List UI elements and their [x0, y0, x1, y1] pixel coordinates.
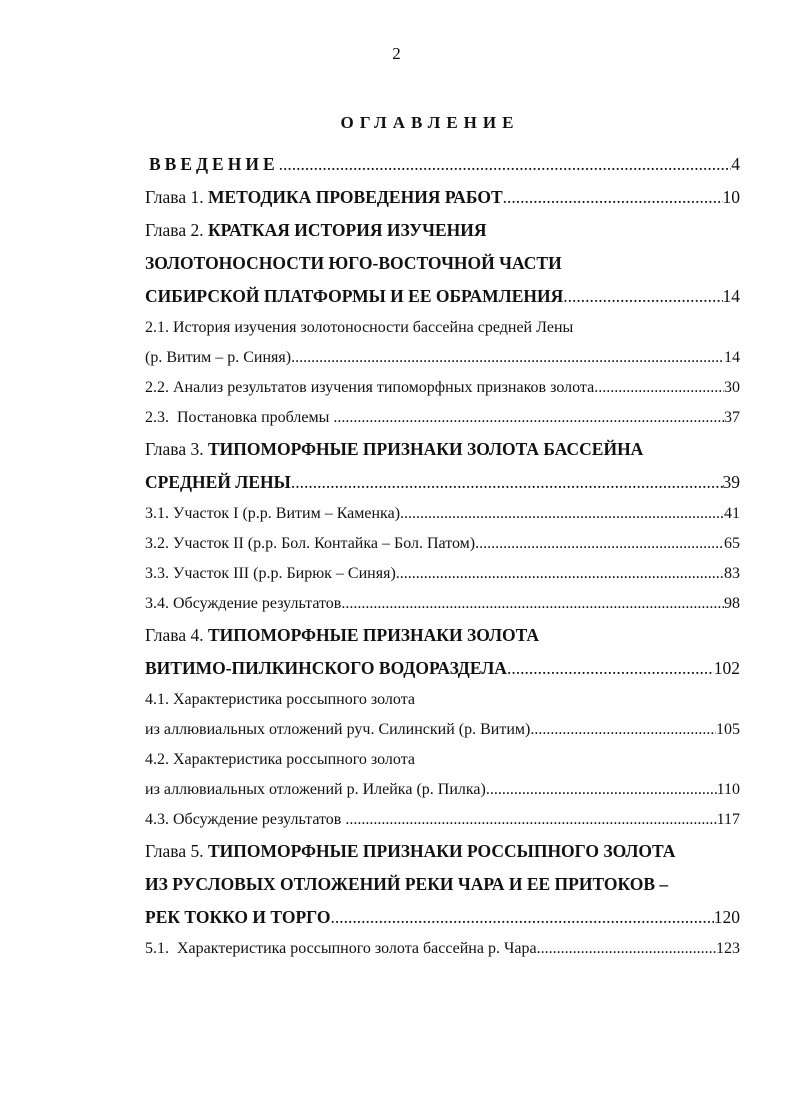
toc-entry-label: ВИТИМО-ПИЛКИНСКОГО ВОДОРАЗДЕЛА — [145, 658, 507, 678]
toc-entry — [145, 148, 740, 181]
toc-entry-label: МЕТОДИКА ПРОВЕДЕНИЯ РАБОТ — [207, 187, 503, 207]
toc-entry — [145, 247, 740, 280]
toc-entry-label: 4.1. Характеристика россыпного золота — [145, 691, 415, 708]
toc-entry — [145, 619, 740, 652]
toc-dot-leader — [330, 901, 713, 934]
toc-entry-label: 4.2. Характеристика россыпного золота — [145, 751, 415, 768]
toc-entry-chapter-prefix: Глава 2. — [145, 220, 208, 240]
toc-entry-label: ЗОЛОТОНОСНОСТИ ЮГО-ВОСТОЧНОЙ ЧАСТИ — [145, 253, 562, 273]
toc-entry-page: 65 — [724, 535, 740, 552]
toc-entry-label: 5.1. Характеристика россыпного золота бассейна р. Чара — [145, 940, 537, 957]
toc-entry-page: 110 — [716, 781, 740, 798]
toc-entry-chapter-prefix: Глава 3. — [145, 439, 208, 459]
toc-entry-label: РЕК ТОККО И ТОРГО — [145, 907, 331, 927]
toc-entry — [145, 901, 740, 934]
toc-entry — [145, 715, 740, 745]
toc-entry-label: СИБИРСКОЙ ПЛАТФОРМЫ И ЕЕ ОБРАМЛЕНИЯ — [145, 286, 564, 306]
toc-dot-leader — [537, 934, 716, 964]
toc-dot-leader — [486, 775, 717, 805]
toc-entry-page: 102 — [713, 658, 740, 678]
toc-entry-label: 2.1. История изучения золотоносности бассейна средней Лены — [145, 319, 574, 336]
toc-entry-label: 2.3. Постановка проблемы — [145, 409, 334, 426]
toc-entry — [145, 868, 740, 901]
toc-entry-page: 30 — [724, 379, 740, 396]
toc-dot-leader — [475, 529, 724, 559]
toc-entry — [145, 433, 740, 466]
toc-entry-label: КРАТКАЯ ИСТОРИЯ ИЗУЧЕНИЯ — [207, 220, 487, 240]
toc-entry — [145, 805, 740, 835]
toc-entry-label: 3.2. Участок II (р.р. Бол. Контайка – Бол. Патом) — [145, 535, 476, 552]
toc-entry-label: ВВЕДЕНИЕ — [149, 154, 279, 174]
toc-dot-leader — [396, 559, 724, 589]
toc-entry — [145, 343, 740, 373]
toc-entry-chapter-prefix: Глава 5. — [145, 841, 208, 861]
toc-entry-label: ТИПОМОРФНЫЕ ПРИЗНАКИ РОССЫПНОГО ЗОЛОТА — [207, 841, 676, 861]
toc-dot-leader — [563, 280, 722, 313]
toc-dot-leader — [341, 589, 724, 619]
toc-entry-label: ТИПОМОРФНЫЕ ПРИЗНАКИ ЗОЛОТА — [207, 625, 540, 645]
toc-entry-page: 41 — [724, 505, 740, 522]
toc-entry-page: 120 — [713, 907, 740, 927]
toc-entry — [145, 775, 740, 805]
toc-entry-label: 3.4. Обсуждение результатов — [145, 595, 342, 612]
toc-entry — [145, 313, 740, 343]
toc-entry-label: 2.2. Анализ результатов изучения типоморфных признаков золота — [145, 379, 595, 396]
toc-entry-chapter-prefix: Глава 4. — [145, 625, 208, 645]
toc-entry — [145, 499, 740, 529]
table-of-contents — [145, 148, 740, 964]
toc-entry — [145, 280, 740, 313]
toc-entry-label: (р. Витим – р. Синяя) — [145, 349, 292, 366]
toc-entry — [145, 589, 740, 619]
toc-entry-label: 3.1. Участок I (р.р. Витим – Каменка) — [145, 505, 401, 522]
toc-dot-leader — [279, 148, 732, 181]
toc-entry — [145, 403, 740, 433]
toc-entry-page: 117 — [716, 811, 740, 828]
page-number: 2 — [392, 44, 401, 63]
toc-entry — [145, 685, 740, 715]
toc-entry-page: 14 — [724, 349, 740, 366]
toc-entry-page: 39 — [722, 472, 740, 492]
toc-dot-leader — [345, 805, 716, 835]
toc-dot-leader — [503, 181, 723, 214]
toc-entry-label: ИЗ РУСЛОВЫХ ОТЛОЖЕНИЙ РЕКИ ЧАРА И ЕЕ ПРИТОКОВ – — [145, 874, 669, 894]
toc-entry-page: 123 — [716, 940, 740, 957]
toc-entry-chapter-prefix: Глава 1. — [145, 187, 208, 207]
toc-entry — [145, 559, 740, 589]
toc-entry-page: 4 — [731, 154, 740, 174]
toc-entry — [145, 835, 740, 868]
toc-entry — [145, 214, 740, 247]
toc-entry — [145, 934, 740, 964]
toc-entry — [145, 529, 740, 559]
toc-entry-page: 37 — [724, 409, 740, 426]
toc-entry-label: ТИПОМОРФНЫЕ ПРИЗНАКИ ЗОЛОТА БАССЕЙНА — [207, 439, 644, 459]
toc-dot-leader — [507, 652, 714, 685]
toc-entry-page: 14 — [722, 286, 740, 306]
toc-entry — [145, 373, 740, 403]
toc-entry-page: 98 — [724, 595, 740, 612]
toc-dot-leader — [333, 403, 724, 433]
toc-dot-leader — [400, 499, 724, 529]
toc-entry-page: 105 — [716, 721, 740, 738]
toc-entry-label: СРЕДНЕЙ ЛЕНЫ — [145, 472, 291, 492]
toc-dot-leader — [594, 373, 724, 403]
toc-entry-label: из аллювиальных отложений р. Илейка (р. Пилка) — [145, 781, 486, 798]
toc-entry-label: 4.3. Обсуждение результатов — [145, 811, 346, 828]
toc-title: ОГЛАВЛЕНИЕ — [340, 113, 520, 132]
toc-entry-label: 3.3. Участок III (р.р. Бирюк – Синяя) — [145, 565, 396, 582]
toc-entry-page: 10 — [722, 187, 740, 207]
toc-dot-leader — [530, 715, 716, 745]
toc-entry — [145, 652, 740, 685]
toc-entry — [145, 745, 740, 775]
toc-dot-leader — [291, 343, 724, 373]
toc-entry — [145, 181, 740, 214]
toc-dot-leader — [291, 466, 723, 499]
toc-entry-label: из аллювиальных отложений руч. Силинский (р. Витим) — [145, 721, 531, 738]
toc-entry-page: 83 — [724, 565, 740, 582]
toc-entry — [145, 466, 740, 499]
